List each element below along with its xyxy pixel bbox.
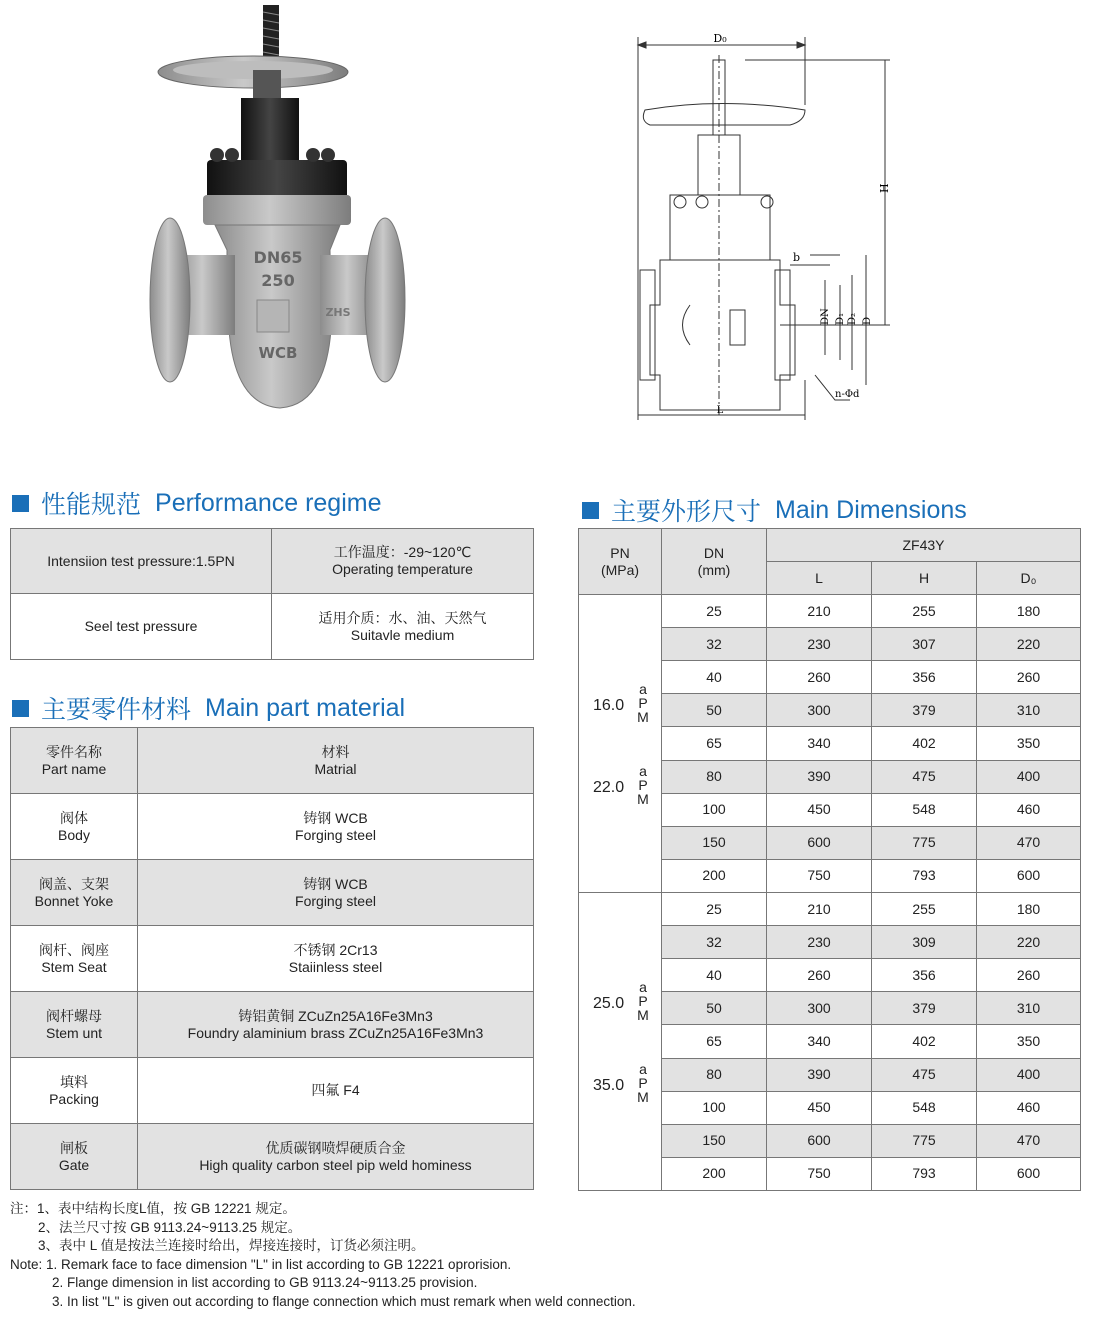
d0-cell: 310 [977, 992, 1081, 1025]
d0-cell: 220 [977, 628, 1081, 661]
dn-header-label: DN [703, 544, 725, 561]
dn-cell: 200 [662, 1157, 767, 1190]
mat-cn: 铸钢 WCB [303, 875, 368, 892]
dn-cell: 150 [662, 1124, 767, 1157]
d0-cell: 260 [977, 661, 1081, 694]
h-cell: 775 [872, 826, 977, 859]
pn-group-cell [579, 893, 662, 1191]
part-cn: 阀盖、支架 [39, 875, 109, 892]
l-cell: 600 [767, 826, 872, 859]
l-cell: 300 [767, 992, 872, 1025]
mat-cn: 优质碳钢喷焊硬质合金 [265, 1139, 406, 1156]
valve-photo [135, 0, 415, 420]
dn-cell: 150 [662, 826, 767, 859]
dn-cell: 80 [662, 760, 767, 793]
d0-cell: 310 [977, 694, 1081, 727]
d0-cell: 350 [977, 1025, 1081, 1058]
dn-header [662, 529, 767, 595]
perf-medium-cn: 适用介质：水、油、天然气 [318, 609, 487, 626]
part-cn: 填料 [60, 1073, 88, 1090]
l-header: L [767, 562, 872, 595]
l-cell: 390 [767, 760, 872, 793]
dn-cell: 200 [662, 859, 767, 892]
pn-unit-vertical: a P M [637, 1061, 649, 1105]
d0-cell: 470 [977, 826, 1081, 859]
part-cn: 阀体 [60, 809, 88, 826]
table-row [11, 1124, 534, 1190]
table-row [11, 992, 534, 1058]
d0-cell: 350 [977, 727, 1081, 760]
drawing-l-label: L [716, 405, 724, 416]
perf-operating-temp-en: Operating temperature [332, 561, 473, 577]
mat-en: Foundry alaminium brass ZCuZn25A16Fe3Mn3 [187, 1024, 484, 1041]
dn-cell: 50 [662, 992, 767, 1025]
drawing-d-label: D [862, 316, 873, 325]
h-cell: 255 [872, 893, 977, 926]
valve-material-mark: WCB [258, 344, 298, 362]
note-en-2: 2. Flange dimension in list according to GB 9113.24~9113.25 provision. [52, 1275, 478, 1291]
perf-medium-en: Suitavle medium [350, 626, 455, 643]
notes [10, 1200, 636, 1312]
material-cell [138, 926, 534, 992]
h-cell: 793 [872, 1157, 977, 1190]
header-mat-en: Matrial [314, 760, 357, 777]
part-cell [11, 1058, 138, 1124]
h-cell: 793 [872, 859, 977, 892]
h-cell: 356 [872, 661, 977, 694]
pn-unit-vertical: a P M [637, 681, 649, 725]
header-part-cn: 零件名称 [46, 743, 102, 760]
section-marker-icon [582, 502, 599, 519]
drawing-d1-label: D₁ [835, 312, 846, 325]
dn-cell: 65 [662, 727, 767, 760]
dn-cell: 40 [662, 661, 767, 694]
part-cn: 闸板 [60, 1139, 88, 1156]
perf-seal-pressure: Seel test pressure [11, 594, 272, 660]
part-en: Stem unt [45, 1024, 103, 1041]
section-marker-icon [12, 495, 29, 512]
part-en: Packing [49, 1090, 99, 1107]
material-cell [138, 1124, 534, 1190]
d0-cell: 400 [977, 760, 1081, 793]
l-cell: 300 [767, 694, 872, 727]
header-mat-cn: 材料 [321, 743, 350, 760]
note-cn-1: 注：1、表中结构长度L值，按 GB 12221 规定。 [10, 1201, 296, 1216]
table-row [579, 893, 1081, 926]
material-section-title [12, 690, 405, 726]
h-cell: 548 [872, 1091, 977, 1124]
h-cell: 475 [872, 1058, 977, 1091]
part-cn: 阀杆螺母 [46, 1007, 102, 1024]
perf-test-pressure: Intensiion test pressure:1.5PN [11, 529, 272, 594]
drawing-d2-label: D₂ [847, 312, 858, 325]
part-cell [11, 992, 138, 1058]
dimensions-section-title [582, 492, 967, 528]
d0-cell: 600 [977, 1157, 1081, 1190]
dn-cell: 40 [662, 959, 767, 992]
table-row [11, 926, 534, 992]
h-header: H [872, 562, 977, 595]
d0-cell: 400 [977, 1058, 1081, 1091]
performance-title-cn: 性能规范 [41, 491, 142, 519]
l-cell: 260 [767, 959, 872, 992]
material-header-row [11, 728, 534, 794]
pn-value: 22.0 [593, 779, 625, 796]
h-cell: 379 [872, 992, 977, 1025]
material-cell [138, 1058, 534, 1124]
mat-en: Forging steel [295, 892, 376, 909]
table-row [11, 1058, 534, 1124]
mat-cn: 不锈钢 2Cr13 [293, 941, 378, 958]
note-cn-3: 3、表中 L 值是按法兰连接时给出，焊接连接时，订货必须注明。 [38, 1238, 425, 1254]
l-cell: 450 [767, 1091, 872, 1124]
h-cell: 402 [872, 727, 977, 760]
header-part-en: Part name [41, 760, 107, 777]
drawing-dn-label: DN [820, 308, 831, 325]
d0-cell: 460 [977, 1091, 1081, 1124]
table-row [579, 595, 1081, 628]
material-title-en: Main part material [205, 693, 406, 722]
d0-cell: 180 [977, 893, 1081, 926]
pn-group-cell [579, 595, 662, 893]
note-en-3: 3. In list "L" is given out according to flange connection which must remark when weld connection. [52, 1293, 636, 1309]
h-cell: 356 [872, 959, 977, 992]
dn-cell: 65 [662, 1025, 767, 1058]
h-cell: 402 [872, 1025, 977, 1058]
d0-header: D₀ [977, 562, 1081, 595]
h-cell: 475 [872, 760, 977, 793]
mat-en: Forging steel [295, 826, 376, 843]
pn-value: 35.0 [593, 1077, 625, 1094]
mat-cn: 铸钢 WCB [303, 809, 368, 826]
part-en: Stem Seat [41, 958, 107, 975]
material-cell [138, 860, 534, 926]
dn-cell: 100 [662, 793, 767, 826]
part-cell [11, 1124, 138, 1190]
l-cell: 230 [767, 628, 872, 661]
pn-header [579, 529, 662, 595]
d0-cell: 460 [977, 793, 1081, 826]
part-en: Gate [58, 1156, 90, 1173]
d0-cell: 180 [977, 595, 1081, 628]
dn-cell: 50 [662, 694, 767, 727]
pn-value: 25.0 [593, 995, 625, 1012]
l-cell: 230 [767, 926, 872, 959]
part-cell [11, 860, 138, 926]
l-cell: 750 [767, 1157, 872, 1190]
dn-cell: 32 [662, 628, 767, 661]
note-cn-2: 2、法兰尺寸按 GB 9113.24~9113.25 规定。 [38, 1219, 302, 1235]
h-cell: 307 [872, 628, 977, 661]
performance-table [10, 528, 534, 660]
drawing-h-label: H [878, 183, 891, 193]
valve-pn-mark: 250 [261, 271, 295, 290]
performance-title-en: Performance regime [155, 488, 382, 517]
model-header: ZF43Y [767, 529, 1081, 562]
dn-cell: 80 [662, 1058, 767, 1091]
h-cell: 379 [872, 694, 977, 727]
perf-medium [272, 594, 534, 660]
dimensions-title-cn: 主要外形尺寸 [611, 498, 762, 526]
l-cell: 210 [767, 595, 872, 628]
performance-section-title [12, 485, 382, 521]
dimensions-title-en: Main Dimensions [775, 495, 967, 524]
mat-cn: 四氟 F4 [311, 1082, 360, 1098]
valve-logo-mark: ZHS [325, 306, 351, 319]
drawing-b-label: b [793, 251, 801, 264]
material-header-part [11, 728, 138, 794]
mat-cn: 铸铝黄铜 ZCuZn25A16Fe3Mn3 [238, 1007, 433, 1024]
material-cell [138, 992, 534, 1058]
d0-cell: 470 [977, 1124, 1081, 1157]
material-cell [138, 794, 534, 860]
pn-header-label: PN [610, 544, 630, 561]
section-marker-icon [12, 700, 29, 717]
d0-cell: 220 [977, 926, 1081, 959]
material-table [10, 727, 534, 1190]
pn-unit-vertical: a P M [637, 979, 649, 1023]
perf-operating-temp [272, 529, 534, 594]
dn-cell: 25 [662, 595, 767, 628]
d0-cell: 260 [977, 959, 1081, 992]
drawing-d0-label: D₀ [713, 32, 727, 45]
l-cell: 340 [767, 1025, 872, 1058]
d0-cell: 600 [977, 859, 1081, 892]
l-cell: 340 [767, 727, 872, 760]
pn-unit-vertical: a P M [637, 763, 649, 807]
dn-header-unit: (mm) [697, 561, 731, 578]
l-cell: 210 [767, 893, 872, 926]
l-cell: 600 [767, 1124, 872, 1157]
dn-cell: 32 [662, 926, 767, 959]
dimensions-table [578, 528, 1081, 1191]
perf-operating-temp-cn: 工作温度：-29~120℃ [333, 544, 472, 560]
dn-cell: 25 [662, 893, 767, 926]
mat-en: Staiinless steel [288, 958, 383, 975]
material-header-mat [138, 728, 534, 794]
drawing-hole-label: n-Φd [835, 389, 860, 400]
h-cell: 548 [872, 793, 977, 826]
valve-dn-mark: DN65 [253, 248, 303, 267]
part-cell [11, 926, 138, 992]
h-cell: 309 [872, 926, 977, 959]
h-cell: 255 [872, 595, 977, 628]
l-cell: 390 [767, 1058, 872, 1091]
dn-cell: 100 [662, 1091, 767, 1124]
part-cn: 阀杆、阀座 [39, 941, 109, 958]
l-cell: 260 [767, 661, 872, 694]
h-cell: 775 [872, 1124, 977, 1157]
mat-en: High quality carbon steel pip weld hominess [199, 1156, 472, 1173]
table-row [11, 794, 534, 860]
table-row [11, 860, 534, 926]
pn-header-unit: (MPa) [600, 561, 640, 578]
l-cell: 750 [767, 859, 872, 892]
l-cell: 450 [767, 793, 872, 826]
part-en: Body [58, 826, 90, 843]
part-cell [11, 794, 138, 860]
material-title-cn: 主要零件材料 [41, 696, 192, 724]
pn-value: 16.0 [593, 697, 625, 714]
valve-drawing [630, 25, 900, 425]
part-en: Bonnet Yoke [34, 892, 114, 909]
note-en-1: Note: 1. Remark face to face dimension "L" in list according to GB 12221 oprorision. [10, 1256, 512, 1272]
